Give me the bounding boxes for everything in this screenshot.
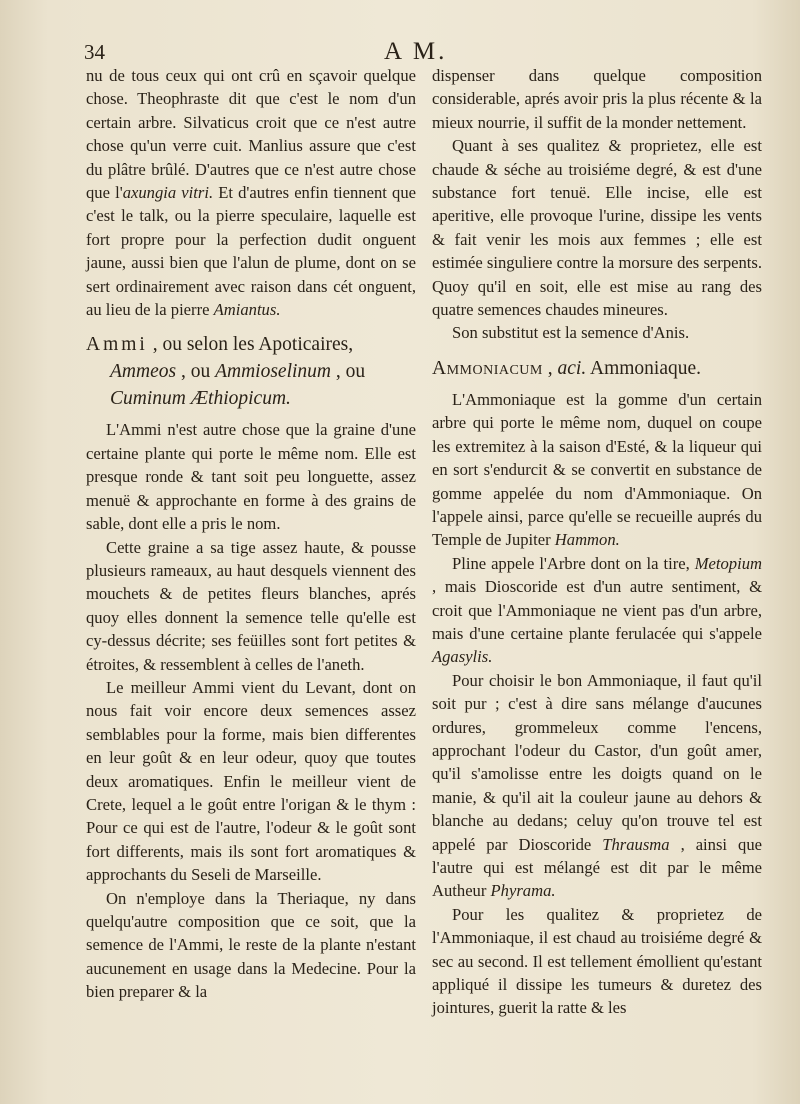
ammi-substitute-paragraph: Son substitut est la semence d'Anis.: [452, 323, 690, 343]
intro-text-2: Et d'autres enfin tiennent que c'est le talk, ou la pierre speculaire, laquelle est fort propre pour la perfection dudit onguent jaune, aussi bien que l'alun de plume, dont on se sert ordinairement avec raison dans cét onguent, au lieu de la pierre: [86, 183, 416, 320]
entry-heading-rest: , ou selon les Apoticaires,: [147, 334, 354, 356]
ammi-paragraph-4: On n'employe dans la Theriaque, ny dans quelqu'autre composition que ce soit, que la semence de l'Ammi, le reste de la plante n'estant aucunement en usage dans la Medecine. Pour la bien preparer & la: [86, 888, 416, 1002]
entry-heading-word: Ammoniacum: [432, 357, 543, 379]
intro-paragraph: [86, 64, 416, 321]
ammi-qualities-paragraph: Quant à ses qualitez & proprietez, elle est chaude & séche au troisiéme degré, & est d'une substance fort tenuë. Elle incise, elle est aperitive, elle provoque l'urine, dissipe les vents & fait venir les mois aux femmes ; elle est estimée singuliere contre la morsure des serpents. Quoy qu'il en soit, elle est mise au rang des quatre semences chaudes mineures.: [432, 136, 762, 320]
ammoniacum-paragraph-1: [432, 388, 762, 552]
entry-heading-synonym-line-2: [86, 385, 416, 412]
synonym-separator-1: , ou: [176, 361, 216, 383]
entry-heading-french: Ammoniaque.: [586, 357, 702, 379]
ammoniacum-p3-text-2: , ainsi que l'autre qui est mélangé est dit par le même Autheur: [432, 834, 762, 901]
synonym-ammioselinum: Ammioselinum: [215, 361, 331, 383]
ammoniacum-paragraph-3: [432, 669, 762, 903]
intro-italic-1: axungia vitri.: [122, 183, 214, 203]
synonym-ammeos: Ammeos: [110, 361, 177, 383]
continued-paragraph: dispenser dans quelque composition considerable, aprés avoir pris la plus récente & la mieux nourrie, il suffit de la monder nettement.: [432, 66, 762, 132]
ammoniacum-p1-italic: Hammon.: [554, 530, 620, 550]
ammoniacum-p2-text-1: Pline appele l'Arbre dont on la tire,: [452, 553, 695, 573]
intro-italic-2: Amiantus.: [213, 300, 281, 320]
ammoniacum-p3-italic-2: Phyrama.: [490, 881, 556, 901]
ammoniacum-p2-italic-2: Agasylis.: [432, 647, 493, 667]
entry-heading-separator: ,: [542, 357, 558, 379]
ammi-paragraph-2: Cette graine a sa tige assez haute, & pousse plusieurs rameaux, au haut desquels viennent des mouchets & de petites fleurs blanches, aprés quoy elles donnent la semence telle qu'elle est cy-dessus décrite; ses feüilles sont fort petites & étroites, & ressemblent à celles de l'aneth.: [86, 537, 416, 674]
ammoniacum-paragraph-4: Pour les qualitez & proprietez de l'Ammoniaque, il est chaud au troisiéme degré & sec au second. Il est tellement émollient qu'estant appliqué il dissipe les tumeurs & duretez des jointures, guerit la ratte & les: [432, 904, 762, 1018]
synonym-separator-2: , ou: [330, 361, 366, 383]
page-number: 34: [84, 40, 105, 64]
ammi-paragraph-1: L'Ammi n'est autre chose que la graine d'une certaine plante qui porte le même nom. Elle est presque ronde & tant soit peu longuette, assez menuë & approchante en forme à des grains de sable, dont elle a pris le nom.: [86, 420, 416, 534]
ammi-paragraph-3: Le meilleur Ammi vient du Levant, dont on nous fait voir encore deux semences assez semblables pour la forme, mais bien differentes en leur goût & en leur odeur, quoy que toutes deux aromatiques. Enfin le meilleur vient de Crete, lequel a le goût entre l'origan & le thym : Pour ce qui est de l'autre, l'odeur & le goût sont fort differents, mais ils sont fort aromatiques & approchants du Seseli de Marseille.: [86, 677, 416, 885]
ammoniacum-paragraph-2: [432, 552, 762, 669]
ammoniacum-p2-text-2: , mais Dioscoride est d'un autre sentiment, & croit que l'Ammoniaque ne vient pas d'un arbre, mais d'une certaine plante ferulacée qui s'appele: [432, 577, 762, 643]
intro-text-1: nu de tous ceux qui ont crû en sçavoir quelque chose. Theophraste dit que c'est le nom d'un certain arbre. Silvaticus croit que ce n'est autre chose qu'un verre cuit. Manlius assure que c'est du plâtre brûlé. D'autres que ce n'est autre chose que l': [86, 66, 416, 203]
left-column: [86, 64, 416, 1004]
entry-heading-synonyms: [86, 358, 416, 385]
running-head: A M.: [384, 38, 448, 65]
ammoniacum-p1-text: L'Ammoniaque est la gomme d'un certain arbre qui porte le même nom, duquel on coupe les extremitez à la saison d'Esté, & la liqueur qui en sort s'endurcit & se convertit en substance de gomme appelée du nom d'Ammoniaque. On l'appele ainsi, parce qu'elle se recueille auprés du Temple de Jupiter: [432, 389, 762, 550]
ammoniacum-p3-text-1: Pour choisir le bon Ammoniaque, il faut qu'il soit pur ; c'est à dire sans mélange d'aucunes ordures, grommeleux comme l'encens, approchant l'odeur du Castor, d'un goût amer, qu'il s'amolisse entre les doigts quand on le manie, & qu'il ait la couleur jaune au dehors & blanche au dedans; celuy qu'on trouve tel est appelé par Dioscoride: [432, 670, 762, 854]
entry-heading-word: Ammi: [86, 334, 148, 356]
ammoniacum-p3-italic-1: Thrausma: [602, 834, 670, 854]
ammoniacum-p2-italic-1: Metopium: [694, 553, 762, 573]
entry-heading-ammoniacum: [432, 355, 762, 382]
right-column: [432, 64, 762, 1020]
entry-heading-abbrev: aci.: [557, 357, 587, 379]
synonym-cuminum: Cuminum Æthiopicum.: [110, 388, 291, 410]
entry-heading-ammi: [86, 331, 416, 412]
